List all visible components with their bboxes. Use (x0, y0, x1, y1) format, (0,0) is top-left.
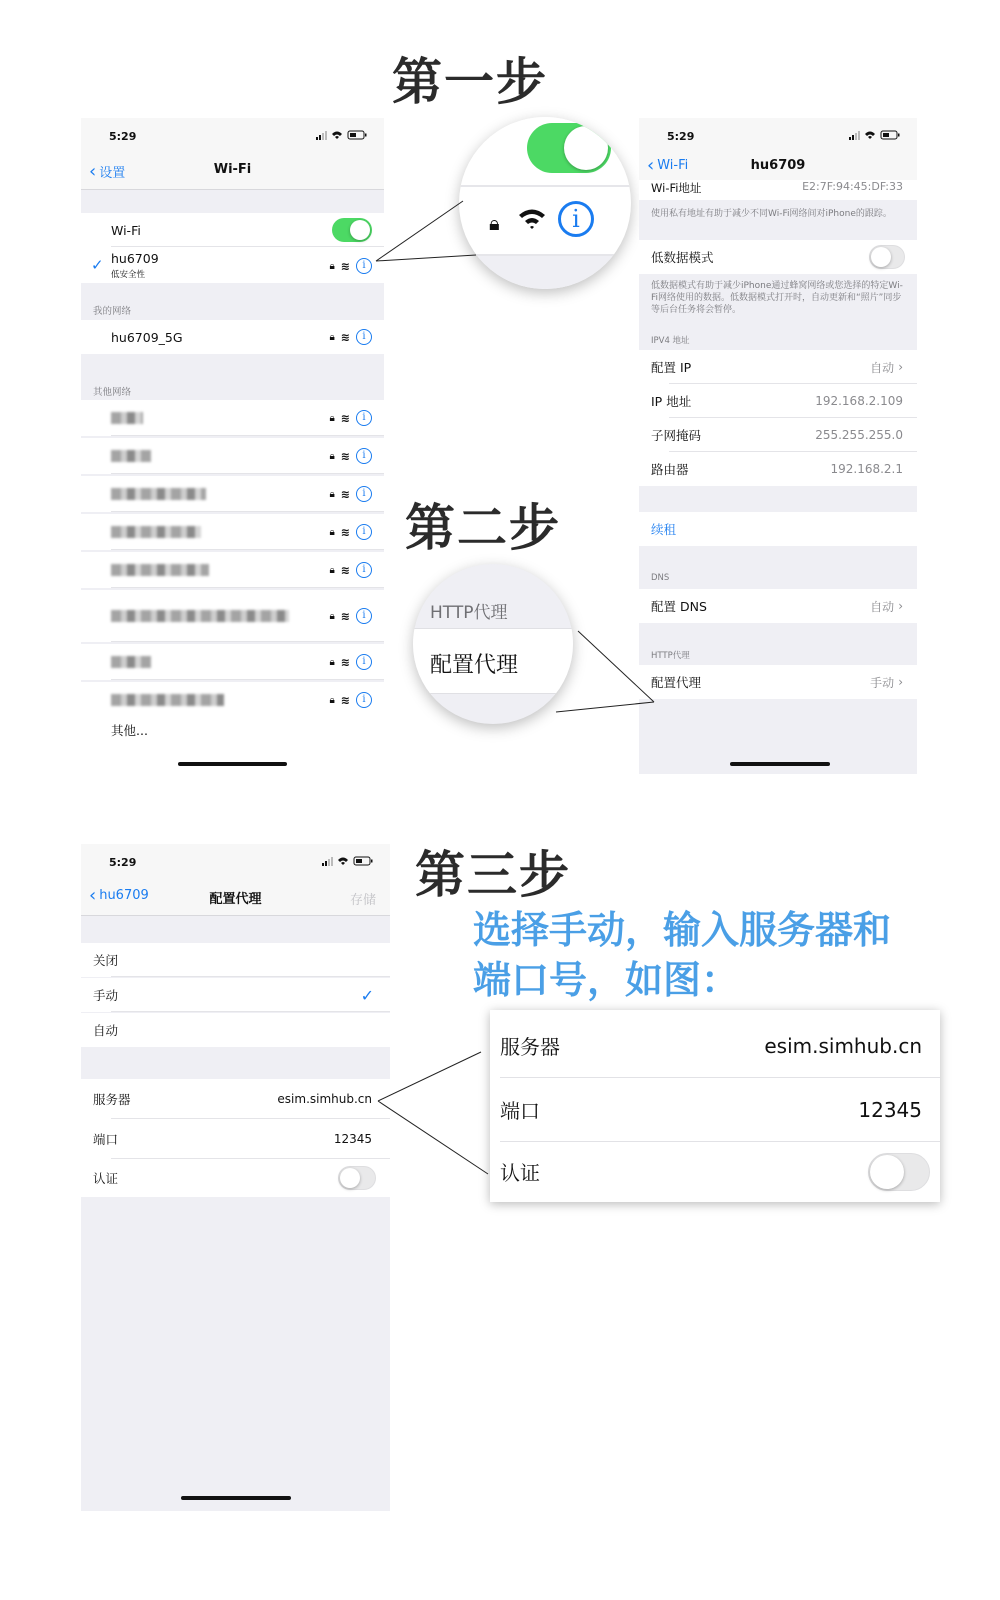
status-time: 5:29 (109, 130, 137, 143)
lock-icon: 🔒︎ (329, 412, 335, 424)
low-data-note: 低数据模式有助于减少iPhone通过蜂窝网络或您选择的特定Wi-Fi网络使用的数据。低数据模式打开时，自动更新和“照片”同步等后台任务将会暂停。 (651, 281, 903, 315)
wifi-icon: ≋ (340, 330, 350, 344)
step-two-title: 第二步 (405, 499, 561, 557)
ipv4-header: IPV4 地址 (651, 336, 690, 346)
wifi-address-value: E2:7F:94:45:DF:33 (802, 180, 903, 193)
zoom-lock-icon: 🔒︎ (489, 211, 500, 235)
status-time: 5:29 (109, 856, 137, 869)
wifi-label: Wi-Fi (111, 222, 141, 238)
subnet-label: 子网掩码 (651, 428, 702, 443)
step-three-title: 第三步 (415, 846, 571, 904)
proxy-manual-row[interactable]: 手动 ✓ (81, 978, 390, 1012)
config-dns-value: 自动 › (870, 599, 903, 614)
server-label: 服务器 (93, 1092, 131, 1107)
config-proxy-label: 配置代理 (651, 675, 702, 690)
ip-address-value: 192.168.2.109 (815, 394, 903, 408)
subnet-value: 255.255.255.0 (815, 428, 903, 442)
info-icon[interactable]: i (356, 410, 372, 426)
proxy-off-row[interactable]: 关闭 (81, 943, 390, 977)
lock-icon: 🔒︎ (329, 450, 335, 462)
renew-lease-button[interactable]: 续租 (651, 522, 677, 537)
lock-icon: 🔒︎ (329, 260, 335, 272)
info-icon[interactable]: i (356, 608, 372, 624)
wifi-icon: ≋ (340, 693, 350, 707)
page-title: Wi-Fi (213, 162, 252, 177)
chevron-left-icon: ‹ (89, 160, 97, 182)
zoom-auth-row: 认证 (490, 1140, 940, 1203)
chevron-left-icon: ‹ (647, 154, 655, 176)
lock-icon: 🔒︎ (329, 331, 335, 343)
lock-icon: 🔒︎ (329, 694, 335, 706)
info-icon[interactable]: i (356, 562, 372, 578)
port-label: 端口 (93, 1132, 119, 1147)
step-one-title: 第一步 (392, 53, 548, 111)
router-value: 192.168.2.1 (830, 462, 903, 476)
lock-icon: 🔒︎ (329, 656, 335, 668)
checkmark-icon: ✓ (360, 985, 374, 1005)
http-proxy-header: HTTP代理 (651, 651, 690, 661)
private-address-note: 使用私有地址有助于减少不同Wi-Fi网络间对iPhone的跟踪。 (651, 209, 892, 219)
proxy-auto-row[interactable]: 自动 (81, 1013, 390, 1047)
my-networks-header: 我的网络 (93, 306, 132, 317)
server-input[interactable]: esim.simhub.cn (277, 1092, 372, 1106)
auth-label: 认证 (93, 1171, 119, 1186)
lock-icon: 🔒︎ (329, 488, 335, 500)
other-networks-header: 其他网络 (93, 387, 132, 398)
my-network-name: hu6709_5G (111, 329, 183, 345)
info-icon[interactable]: i (356, 524, 372, 540)
info-icon[interactable]: i (356, 258, 372, 274)
instruction-text: 选择手动，输入服务器和 端口号，如图： (473, 908, 892, 1002)
wifi-icon: ≋ (340, 487, 350, 501)
config-ip-value: 自动 › (870, 360, 903, 375)
wifi-icon: ≋ (340, 259, 350, 273)
zoom-http-header: HTTP代理 (430, 603, 508, 623)
chevron-right-icon: › (898, 360, 903, 374)
wifi-icon: ≋ (340, 525, 350, 539)
page-title: hu6709 (750, 158, 806, 173)
back-button[interactable]: ‹ hu6709 (89, 884, 149, 906)
wifi-icon: ≋ (340, 609, 350, 623)
wifi-address-label: Wi-Fi地址 (651, 181, 702, 195)
current-network-sub: 低安全性 (111, 270, 146, 280)
status-time: 5:29 (667, 130, 695, 143)
page-title: 配置代理 (209, 892, 262, 907)
save-button[interactable]: 存储 (349, 893, 376, 908)
lock-icon: 🔒︎ (329, 564, 335, 576)
info-icon[interactable]: i (356, 692, 372, 708)
chevron-right-icon: › (898, 675, 903, 689)
low-data-label: 低数据模式 (651, 250, 714, 265)
back-button[interactable]: ‹ Wi-Fi (647, 154, 689, 176)
zoom-info-icon: i (558, 201, 594, 237)
info-icon[interactable]: i (356, 654, 372, 670)
lock-icon: 🔒︎ (329, 610, 335, 622)
info-icon[interactable]: i (356, 486, 372, 502)
info-icon[interactable]: i (356, 329, 372, 345)
wifi-icon: ≋ (340, 563, 350, 577)
router-label: 路由器 (651, 462, 689, 477)
config-proxy-value: 手动 › (870, 675, 903, 690)
ip-address-label: IP 地址 (651, 394, 692, 409)
zoom-server-row: 服务器 esim.simhub.cn (500, 1033, 922, 1059)
other-label: 其他... (111, 723, 148, 738)
zoom-port-row: 端口 12345 (500, 1097, 922, 1123)
info-icon[interactable]: i (356, 448, 372, 464)
current-network-name: hu6709 (111, 251, 159, 266)
zoom-config-proxy: 配置代理 (430, 653, 519, 678)
wifi-icon: ≋ (340, 449, 350, 463)
wifi-icon: ≋ (340, 655, 350, 669)
lock-icon: 🔒︎ (329, 526, 335, 538)
config-ip-label: 配置 IP (651, 360, 692, 375)
checkmark-icon: ✓ (91, 256, 104, 274)
wifi-icon: ≋ (340, 411, 350, 425)
chevron-right-icon: › (898, 599, 903, 613)
port-input[interactable]: 12345 (333, 1132, 372, 1146)
config-dns-label: 配置 DNS (651, 599, 707, 614)
back-button[interactable]: ‹ 设置 (89, 160, 126, 182)
chevron-left-icon: ‹ (89, 884, 97, 906)
dns-header: DNS (651, 573, 670, 583)
